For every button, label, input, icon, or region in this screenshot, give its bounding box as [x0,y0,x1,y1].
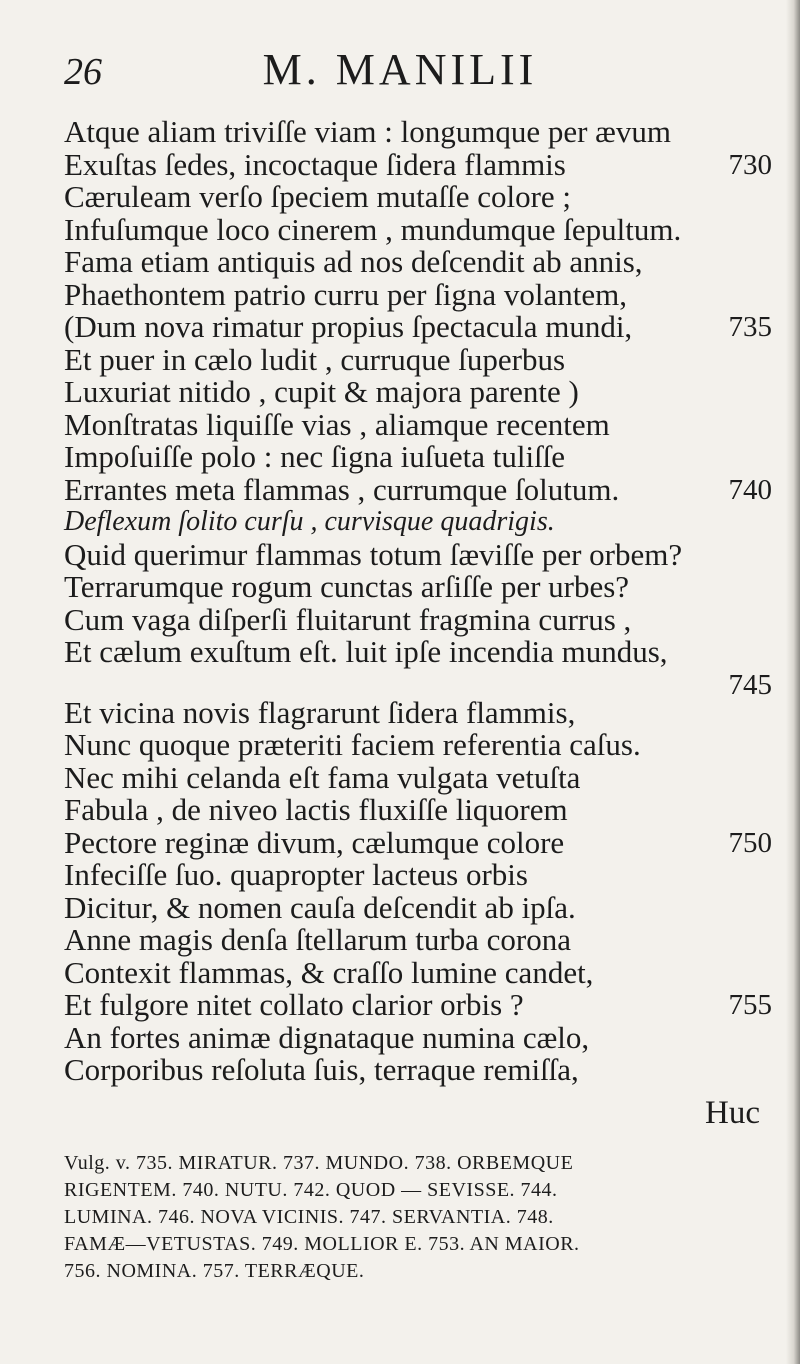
verse-line [64,859,784,892]
verse-text: Et puer in cælo ludit , curruque ſuperbus [64,341,566,377]
verse-text: Monſtratas liquiſſe vias , aliamque recentem [64,406,610,442]
verse-line [64,211,784,247]
verse-text: Pectore reginæ divum, cælumque colore [64,824,565,860]
poem-text [64,116,784,1087]
running-title: M. MANILII [262,45,538,94]
verse-text: Cum vaga diſperſi fluitarunt fragmina currus , [64,601,632,637]
verse-line [64,116,784,149]
verse-text: Et cælum exuſtum eſt. luit ipſe incendia mundus, [64,634,668,669]
verse-text: Infeciſſe ſuo. quapropter lacteus orbis [64,857,528,892]
verse-line [64,954,784,990]
verse-text: Dicitur, & nomen cauſa deſcendit ab ipſa. [64,889,576,925]
note-line: 756. NOMINA. 757. TERRÆQUE. [64,1260,365,1282]
verse-line [64,729,784,762]
verse-line [64,694,784,730]
running-head [0,42,800,102]
verse-line [64,601,784,637]
verse-line [64,146,784,182]
verse-line [64,668,784,701]
variant-readings-notes [64,1150,784,1285]
verse-text: Deflexum ſolito curſu , curvisque quadrigis. [64,506,555,537]
verse-line [64,406,784,442]
verse-text: Et vicina novis flagrarunt ſidera flammis, [64,694,576,730]
verse-line [64,181,784,214]
verse-text: Fama etiam antiquis ad nos deſcendit ab annis, [64,244,643,279]
catchword: Huc [705,1095,760,1131]
verse-text: Quid querimur flammas totum ſæviſſe per orbem? [64,536,683,572]
verse-line [64,506,784,539]
verse-text: Atque aliam triviſſe viam : longumque per ævum [64,114,671,149]
verse-line [64,1019,784,1055]
verse-text: Errantes meta flammas , currumque ſolutum. [64,471,620,507]
page-number: 26 [64,51,102,93]
verse-text: Impoſuiſſe polo : nec ſigna iuſueta tuliſſe [64,439,566,474]
verse-text: Luxuriat nitido , cupit & majora parente ) [64,374,579,409]
verse-line [64,924,784,957]
verse-text: Phaethontem patrio curru per ſigna volantem, [64,276,627,312]
verse-text: Nec mihi celanda eſt fama vulgata vetuſta [64,759,581,795]
verse-line [64,571,784,604]
verse-line [64,759,784,795]
verse-line [64,311,784,344]
verse-text: Cæruleam verſo ſpeciem mutaſſe colore ; [64,179,572,214]
verse-line [64,824,784,860]
verse-text: Corporibus reſoluta ſuis, terraque remiſſa, [64,1052,579,1087]
verse-line [64,536,784,572]
verse-line [64,794,784,827]
verse-line [64,441,784,474]
line-number: 730 [728,148,772,181]
verse-line [64,376,784,409]
line-number: 755 [728,989,772,1021]
verse-text: Terrarumque rogum cunctas arſiſſe per urbes? [64,569,630,604]
page-edge [786,0,800,1364]
line-number: 735 [728,311,772,343]
verse-line [64,246,784,279]
verse-line [64,341,784,377]
verse-line [64,276,784,312]
verse-line [64,1054,784,1087]
line-number: 740 [728,473,772,506]
verse-text: (Dum nova rimatur propius ſpectacula mundi, [64,309,633,344]
note-line: Vulg. v. 735. MIRATUR. 737. MUNDO. 738. ORBEMQUE [64,1152,574,1174]
verse-line [64,471,784,507]
verse-text: Infuſumque loco cinerem , mundumque ſepultum. [64,211,682,247]
verse-line [64,989,784,1022]
line-number: 750 [728,826,772,859]
line-number: 745 [728,668,772,701]
verse-text: Exuſtas ſedes, incoctaque ſidera flammis [64,146,566,182]
verse-text: Contexit flammas, & craſſo lumine candet, [64,954,594,990]
verse-line [64,889,784,925]
verse-text: An fortes animæ dignataque numina cælo, [64,1019,590,1055]
note-line: RIGENTEM. 740. NUTU. 742. QUOD — SEVISSE. 744. [64,1179,558,1201]
note-line: LUMINA. 746. NOVA VICINIS. 747. SERVANTIA. 748. [64,1206,554,1228]
verse-line [64,636,784,669]
verse-text: Et fulgore nitet collato clarior orbis ? [64,987,524,1022]
verse-text: Nunc quoque præteriti faciem referentia caſus. [64,727,641,762]
verse-text: Anne magis denſa ſtellarum turba corona [64,922,572,957]
note-line: FAMÆ—VETUSTAS. 749. MOLLIOR E. 753. AN MAIOR. [64,1233,580,1255]
verse-text: Fabula , de niveo lactis fluxiſſe liquorem [64,792,568,827]
